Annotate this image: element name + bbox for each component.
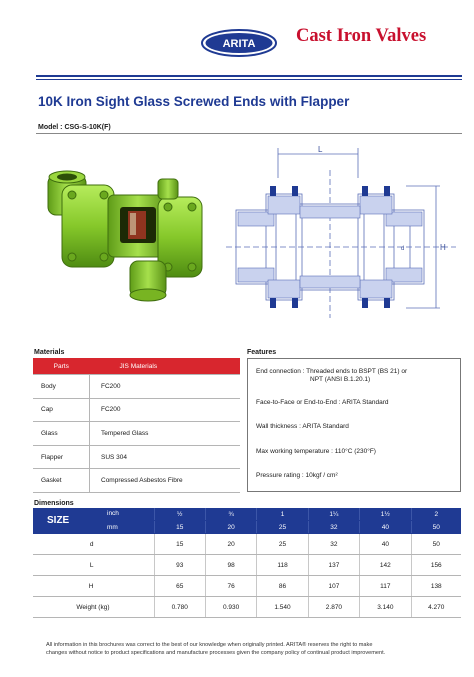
- mm-label: mm: [107, 524, 118, 531]
- dimensions-row-L: [33, 555, 461, 576]
- logo-text: ARITA: [222, 38, 256, 50]
- dimension-label: d: [33, 534, 154, 555]
- materials-table: [33, 358, 240, 493]
- dimension-value: 98: [205, 555, 256, 576]
- dimension-value: 65: [154, 576, 205, 597]
- inch-size: ¾: [205, 508, 256, 521]
- dimension-value: 117: [360, 576, 411, 597]
- dimensions-row-d: [33, 534, 461, 555]
- dimension-value: 3.140: [360, 597, 411, 618]
- material-value: FC200: [90, 375, 241, 399]
- mm-size: 15: [154, 521, 205, 534]
- inch-size: 2: [411, 508, 461, 521]
- feature-max-temperature: Max working temperature : 110°C (230°F): [256, 448, 376, 455]
- dimensions-table: [33, 508, 461, 618]
- brand-title: Cast Iron Valves: [296, 26, 427, 46]
- dimension-value: 0.930: [205, 597, 256, 618]
- dimension-value: 138: [411, 576, 461, 597]
- features-box: [247, 358, 461, 492]
- dimension-value: 86: [257, 576, 308, 597]
- dimension-value: 32: [308, 534, 359, 555]
- dimension-value: 137: [308, 555, 359, 576]
- materials-row: [33, 469, 240, 493]
- material-part: Body: [41, 382, 56, 390]
- feature-end-connection: End connection : Threaded ends to BSPT (BS 21) or: [256, 368, 408, 375]
- material-value: FC200: [90, 398, 241, 422]
- materials-header-row: [33, 358, 240, 375]
- mm-size: 40: [360, 521, 411, 534]
- feature-end-connection-cont: NPT (ANSI B.1.20.1): [310, 376, 371, 383]
- dimension-label: L: [33, 555, 154, 576]
- dimension-value: 76: [205, 576, 256, 597]
- dimension-value: 156: [411, 555, 461, 576]
- inch-size: 1½: [360, 508, 411, 521]
- inch-size: ½: [154, 508, 205, 521]
- footer-line-1: All information in this brochures was correct to the best of our knowledge when originally printed. ARITA® reserves the right to make: [46, 642, 373, 648]
- dimensions-inch-row: [33, 508, 461, 521]
- dimension-value: 107: [308, 576, 359, 597]
- material-part: Gasket: [41, 477, 62, 485]
- dimension-value: 0.780: [154, 597, 205, 618]
- material-part: Cap: [41, 406, 53, 414]
- materials-header-parts: Parts: [33, 358, 90, 375]
- material-part: Glass: [41, 429, 58, 437]
- materials-row: [33, 445, 240, 469]
- dimension-value: 25: [257, 534, 308, 555]
- materials-row: [33, 398, 240, 422]
- size-label-cell: [33, 508, 154, 534]
- dimension-value: 40: [360, 534, 411, 555]
- drawing-label-H: H: [440, 243, 446, 252]
- dimension-label: Weight (kg): [33, 597, 154, 618]
- inch-size: 1: [257, 508, 308, 521]
- feature-wall-thickness: Wall thickness : ARITA Standard: [256, 423, 349, 430]
- valve-cross-section-drawing: [226, 142, 456, 320]
- features-heading: Features: [247, 349, 277, 356]
- feature-face-to-face: Face-to-Face or End-to-End : ARITA Standard: [256, 399, 389, 406]
- materials-heading: Materials: [34, 349, 65, 356]
- materials-header-jis: JIS Materials: [90, 358, 241, 375]
- dimension-value: 118: [257, 555, 308, 576]
- dimension-value: 142: [360, 555, 411, 576]
- dimension-value: 1.540: [257, 597, 308, 618]
- dimension-value: 4.270: [411, 597, 461, 618]
- mm-size: 25: [257, 521, 308, 534]
- material-value: SUS 304: [90, 445, 241, 469]
- materials-row: [33, 422, 240, 446]
- dimension-value: 93: [154, 555, 205, 576]
- mm-size: 50: [411, 521, 461, 534]
- material-value: Compressed Asbestos Fibre: [90, 469, 241, 493]
- feature-pressure-rating: Pressure rating : 10kgf / cm²: [256, 472, 338, 479]
- footer-disclaimer: [46, 642, 436, 657]
- material-part: Flapper: [41, 453, 64, 461]
- drawing-label-d: d: [401, 246, 405, 252]
- size-label: SIZE: [47, 515, 70, 526]
- valve-photo: [40, 165, 212, 305]
- materials-row: [33, 375, 240, 399]
- footer-line-2: changes without notice to product specifications and manufacture processes given the company policy of continual product improvement.: [46, 649, 386, 656]
- header-rule: [36, 75, 462, 77]
- dimension-value: 15: [154, 534, 205, 555]
- drawing-label-L: L: [318, 145, 323, 154]
- dimension-value: 50: [411, 534, 461, 555]
- dimensions-heading: Dimensions: [34, 500, 74, 507]
- dimension-value: 20: [205, 534, 256, 555]
- model-number: Model : CSG-S-10K(F): [38, 124, 111, 131]
- header-rule-thin: [36, 79, 462, 80]
- mm-size: 32: [308, 521, 359, 534]
- inch-size: 1¼: [308, 508, 359, 521]
- dimensions-row-H: [33, 576, 461, 597]
- dimension-label: H: [33, 576, 154, 597]
- material-value: Tempered Glass: [90, 422, 241, 446]
- mm-size: 20: [205, 521, 256, 534]
- arita-logo: [200, 28, 278, 58]
- dimensions-row-weight: [33, 597, 461, 618]
- dimension-value: 2.870: [308, 597, 359, 618]
- product-title: 10K Iron Sight Glass Screwed Ends with Flapper: [38, 94, 350, 109]
- inch-label: inch: [107, 510, 119, 517]
- divider: [36, 133, 462, 134]
